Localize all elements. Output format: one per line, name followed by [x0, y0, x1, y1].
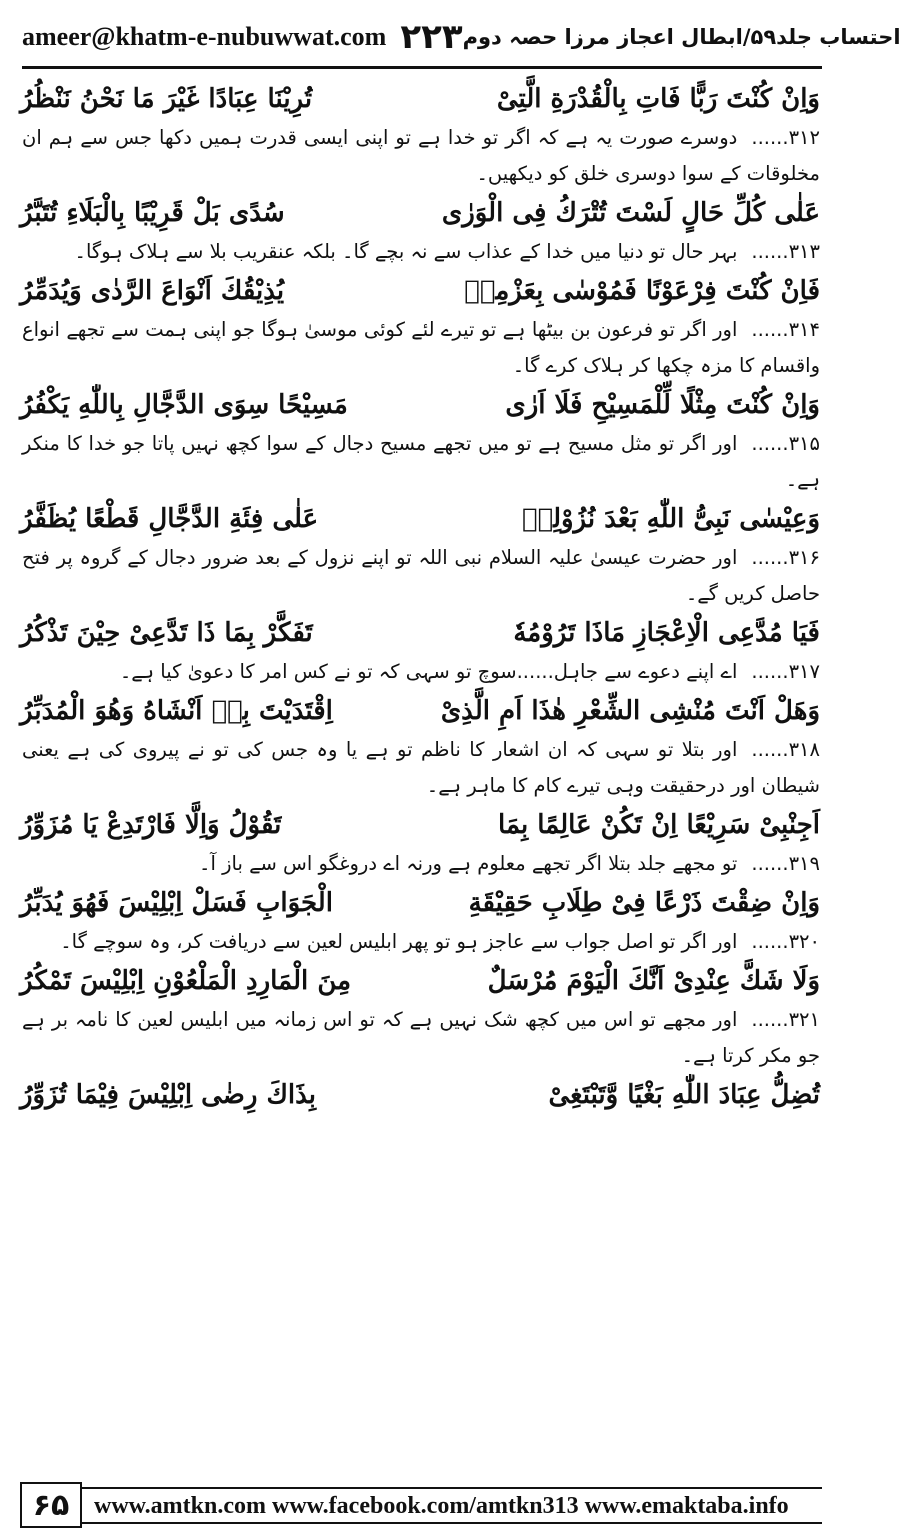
translation	[20, 120, 820, 192]
translation-text: اور مجھے تو اس میں کچھ شک نہیں ہے کہ تو اس زمانہ میں ابلیس لعین کا نامہ بر ہے جو مکر کرتا ہے۔	[22, 1008, 820, 1067]
verse-number: ۳۱۹......	[751, 852, 820, 875]
verse-hemistich-right: وَلَا شَكَّ عِنْدِىْ اَنَّكَ الْيَوْمَ مُرْسَلٌ	[487, 966, 820, 996]
verse-hemistich-left: سُدًى بَلْ قَرِيْبًا بِالْبَلَاءِ تُتَبَّرُ	[20, 198, 285, 228]
translation-text: بہر حال تو دنیا میں خدا کے عذاب سے نہ بچے گا۔ بلکہ عنقریب بلا سے ہلاک ہوگا۔	[74, 240, 738, 263]
verse-hemistich-left: عَلٰى فِئَةِ الدَّجَّالِ قَطْعًا يُظَفَّرُ	[20, 504, 319, 534]
verse-line	[20, 192, 820, 234]
translation	[20, 732, 820, 804]
verse-line	[20, 882, 820, 924]
translation-text: اور بتلا تو سہی کہ ان اشعار کا ناظم تو ہے یا وہ جس کی تو نے پیروی کی ہے یعنی شیطان اور درحقیقت وہی تیرے کام کا ماہر ہے۔	[22, 738, 820, 797]
translation-text: اور اگر تو اصل جواب سے عاجز ہو تو پھر ابلیس لعین سے دریافت کر، وہ سوچے گا۔	[60, 930, 738, 953]
verse-hemistich-left: تُرِيْنَا عِبَادًا غَيْرَ مَا نَحْنُ نَنْظُرُ	[20, 84, 313, 114]
verse-line	[20, 498, 820, 540]
translation-text: اور حضرت عیسیٰ علیہ السلام نبی اللہ تو اپنے نزول کے بعد ضرور دجال کے گروہ پر فتح حاصل کریں گے۔	[22, 546, 820, 605]
header-left	[22, 17, 463, 57]
verse-hemistich-right: وَاِنْ كُنْتَ رَبًّا فَاتِ بِالْقُدْرَةِ الَّتِىْ	[496, 84, 820, 114]
footer-rule-top	[82, 1487, 822, 1489]
translation	[20, 312, 820, 384]
verse-hemistich-left: الْجَوَابِ فَسَلْ اِبْلِيْسَ فَهُوَ يُدَبِّرُ	[20, 888, 333, 918]
verse-hemistich-left: تَفَكَّرْ بِمَا ذَا تَدَّعِىْ حِيْنَ تَذْكُرُ	[20, 618, 313, 648]
verse-hemistich-right: تُضِلُّ عِبَادَ اللّٰهِ بَغْيًا وَّتَبْتَغِىْ	[548, 1080, 820, 1110]
verse-hemistich-right: وَهَلْ اَنْتَ مُنْشِى الشِّعْرِ هٰذَا اَمِ الَّذِىْ	[440, 696, 820, 726]
verse-number: ۳۱۲......	[751, 126, 820, 149]
header-rule	[22, 66, 822, 69]
verse-hemistich-right: فَاِنْ كُنْتَ فِرْعَوْنًا فَمُوْسٰى بِعَزْمِهٖ	[464, 276, 820, 306]
verse-hemistich-right: وَاِنْ كُنْتَ مِثْلًا لِّلْمَسِيْحِ فَلَا اَرٰى	[505, 390, 820, 420]
verse-line	[20, 270, 820, 312]
verse-hemistich-left: بِذَاكَ رِضٰى اِبْلِيْسَ فِيْمَا تُزَوِّرُ	[20, 1080, 317, 1110]
verse-number: ۳۱۳......	[751, 240, 820, 263]
verse-hemistich-right: عَلٰى كُلِّ حَالٍ لَسْتَ تُتْرَكُ فِى الْوَرٰى	[441, 198, 820, 228]
verse-number: ۳۱۴......	[751, 318, 820, 341]
verse-line	[20, 690, 820, 732]
verse-hemistich-right: فَيَا مُدَّعِى الْاِعْجَازِ مَاذَا تَرُوْمُهٗ	[513, 618, 820, 648]
verse-number: ۳۱۷......	[751, 660, 820, 683]
footer-websites: www.amtkn.com www.facebook.com/amtkn313 www.emaktaba.info	[94, 1492, 789, 1519]
page-footer	[20, 1482, 822, 1528]
verse-hemistich-left: مِنَ الْمَارِدِ الْمَلْعُوْنِ اِبْلِيْسَ تَمْكُرُ	[20, 966, 352, 996]
verse-hemistich-left: مَسِيْحًا سِوَى الدَّجَّالِ بِاللّٰهِ يَكْفُرُ	[20, 390, 348, 420]
verse-line	[20, 960, 820, 1002]
translation	[20, 846, 820, 882]
translation-text: دوسرے صورت یہ ہے کہ اگر تو خدا ہے تو اپنی ایسی قدرت ہمیں دکھا جس سے ہم ان مخلوقات کے سوا دوسری خلق کو دیکھیں۔	[22, 126, 820, 185]
verse-number: ۳۱۶......	[751, 546, 820, 569]
verse-line	[20, 612, 820, 654]
page-header	[22, 14, 901, 60]
footer-bar	[82, 1482, 822, 1528]
verse-line	[20, 384, 820, 426]
header-book-title: احتساب جلد۵۹/ابطال اعجاز مرزا حصہ دوم	[462, 25, 901, 49]
verse-line	[20, 804, 820, 846]
translation	[20, 1002, 820, 1074]
translation-text: اور اگر تو فرعون بن بیٹھا ہے تو تیرے لئے کوئی موسیٰ ہوگا جو اپنی ہمت سے تجھے انواع واقسام کا مزہ چکھا کر ہلاک کرے گا۔	[22, 318, 820, 377]
verse-hemistich-left: يُذِيْقُكَ اَنْوَاعَ الرَّدٰى وَيُدَمِّرُ	[20, 276, 285, 306]
verse-hemistich-right: وَاِنْ ضِقْتَ ذَرْعًا فِىْ طِلَابِ حَقِيْقَةِ	[468, 888, 820, 918]
translation-text: تو مجھے جلد بتلا اگر تجھے معلوم ہے ورنہ اے دروغگو اس سے باز آ۔	[199, 852, 738, 875]
verse-line	[20, 78, 820, 120]
translation	[20, 426, 820, 498]
verse-number: ۳۱۵......	[751, 432, 820, 455]
verse-hemistich-right: وَعِيْسٰى نَبِىُّ اللّٰهِ بَعْدَ نُزُوْلِهٖ	[521, 504, 820, 534]
verse-hemistich-right: اَجِنْبِىْ سَرِيْعًا اِنْ تَكُنْ عَالِمًا بِمَا	[498, 810, 820, 840]
translation-text: اور اگر تو مثل مسیح ہے تو میں تجھے مسیح دجال کے سوا کچھ نہیں پاتا جو خدا کا منکر ہے۔	[22, 432, 820, 491]
translation	[20, 924, 820, 960]
verse-number: ۳۲۰......	[751, 930, 820, 953]
translation	[20, 654, 820, 690]
translation	[20, 540, 820, 612]
translation-text: اے اپنے دعوے سے جاہل......سوچ تو سہی کہ تو نے کس امر کا دعویٰ کیا ہے۔	[119, 660, 738, 683]
verse-hemistich-left: اِقْتَدَيْتَ بِهٖ اَنْشَاهُ وَهُوَ الْمُدَبِّرُ	[20, 696, 333, 726]
verse-number: ۳۲۱......	[751, 1008, 820, 1031]
header-email: ameer@khatm-e-nubuwwat.com	[22, 22, 387, 51]
page-content	[20, 78, 820, 1470]
verse-line	[20, 1074, 820, 1116]
verse-hemistich-left: تَقُوْلُ وَاِلَّا فَارْتَدِعْ يَا مُزَوِّرُ	[20, 810, 282, 840]
header-page-number: ۲۲۳	[400, 17, 463, 57]
verse-number: ۳۱۸......	[751, 738, 820, 761]
translation	[20, 234, 820, 270]
footer-page-number: ۶۵	[20, 1482, 82, 1528]
footer-rule-bottom	[82, 1522, 822, 1524]
